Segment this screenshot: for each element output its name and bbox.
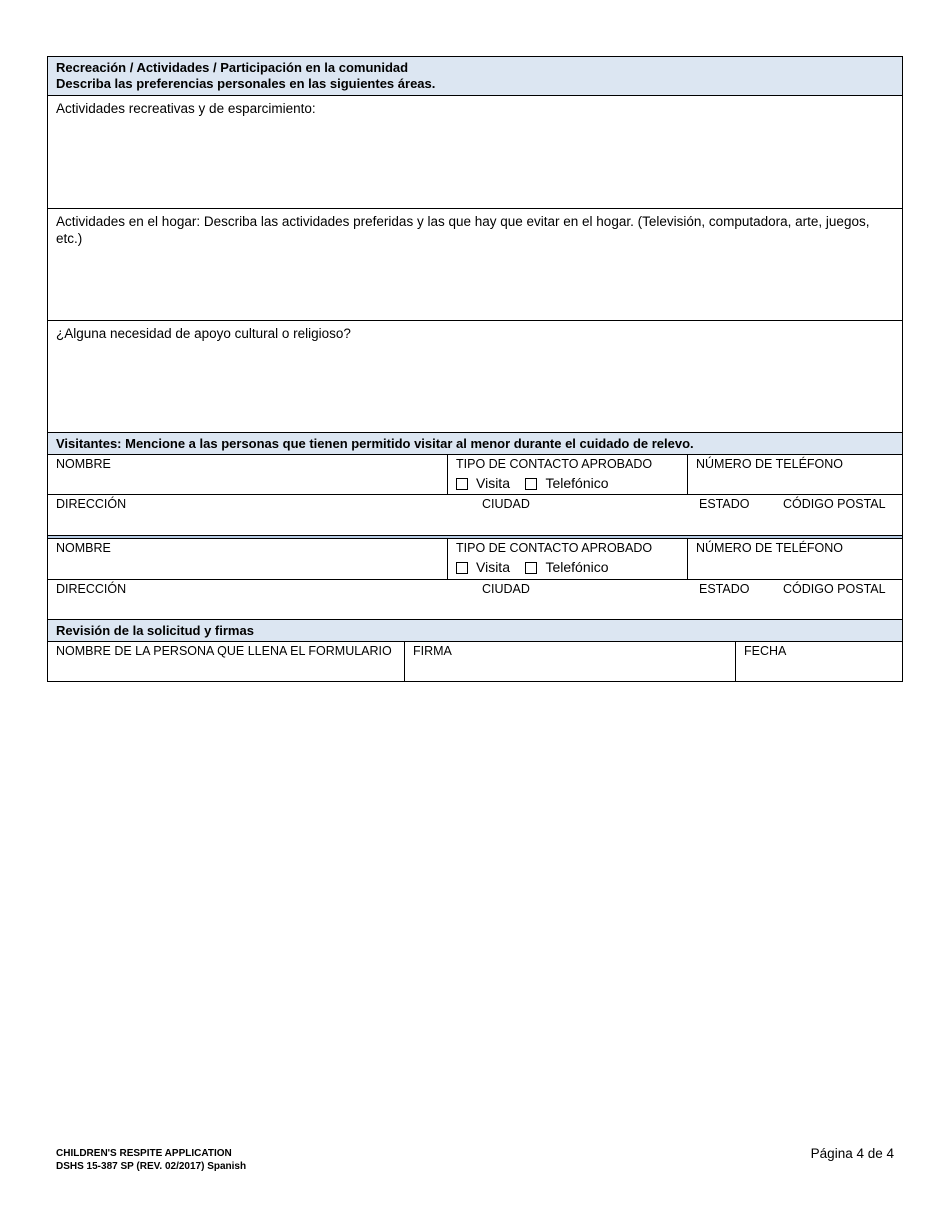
date-label: FECHA xyxy=(744,644,787,658)
footer-form-title: CHILDREN'S RESPITE APPLICATION xyxy=(56,1148,232,1159)
date-field[interactable] xyxy=(736,642,902,681)
home-activities-field[interactable] xyxy=(47,209,903,321)
application-form xyxy=(47,56,903,682)
visitor-1-zip-field[interactable] xyxy=(775,495,902,535)
visitor-2-city-field[interactable] xyxy=(474,580,691,619)
visitor-2-zip-label: CÓDIGO POSTAL xyxy=(783,582,886,596)
visitor-1-phone-field[interactable] xyxy=(688,455,902,494)
visitor-2-address-field[interactable] xyxy=(48,580,474,619)
signature-label: FIRMA xyxy=(413,644,452,658)
visitor-2-contact-label: TIPO DE CONTACTO APROBADO xyxy=(456,541,653,555)
visitor-2-name-field[interactable] xyxy=(48,539,448,579)
footer-form-info xyxy=(56,1147,246,1173)
recreational-activities-field[interactable] xyxy=(47,96,903,209)
visitor-2-phone-option-label: Telefónico xyxy=(545,559,609,575)
visitor-1-visit-checkbox[interactable] xyxy=(456,478,468,490)
visitor-2-visit-checkbox[interactable] xyxy=(456,562,468,574)
visitor-1-visit-label: Visita xyxy=(476,475,510,491)
visitor-2-state-label: ESTADO xyxy=(699,582,750,596)
visitors-title: Visitantes: Mencione a las personas que tienen permitido visitar al menor durante el cuidado de relevo. xyxy=(56,436,694,451)
visitor-2-address-label: DIRECCIÓN xyxy=(56,582,127,596)
visitors-header xyxy=(47,433,903,455)
visitor-1-phone-option-label: Telefónico xyxy=(545,475,609,491)
visitor-2-row-2 xyxy=(47,580,903,620)
page-number: Página 4 de 4 xyxy=(810,1146,894,1161)
review-row xyxy=(47,642,903,682)
recreation-title: Recreación / Actividades / Participación en la comunidad xyxy=(56,60,409,75)
visitor-1-contact-type xyxy=(448,455,688,494)
visitor-2-phone-label: NÚMERO DE TELÉFONO xyxy=(696,541,844,555)
visitor-1-state-field[interactable] xyxy=(691,495,775,535)
home-activities-label: Actividades en el hogar: Describa las actividades preferidas y las que hay que evitar en el hogar. (Televisión, computadora, arte, juegos, etc.) xyxy=(56,214,870,246)
recreation-header xyxy=(47,56,903,96)
visitor-1-phone-checkbox[interactable] xyxy=(525,478,537,490)
signature-field[interactable] xyxy=(405,642,736,681)
review-header xyxy=(47,620,903,642)
visitor-1-city-field[interactable] xyxy=(474,495,691,535)
visitor-1-name-label: NOMBRE xyxy=(56,457,111,471)
recreation-subtitle: Describa las preferencias personales en las siguientes áreas. xyxy=(56,76,436,91)
visitor-2-row-1 xyxy=(47,539,903,580)
person-name-label: NOMBRE DE LA PERSONA QUE LLENA EL FORMULARIO xyxy=(56,644,392,658)
visitor-1-zip-label: CÓDIGO POSTAL xyxy=(783,497,886,511)
visitor-1-name-field[interactable] xyxy=(48,455,448,494)
visitor-1-contact-label: TIPO DE CONTACTO APROBADO xyxy=(456,457,653,471)
footer-form-number: DSHS 15-387 SP (REV. 02/2017) Spanish xyxy=(56,1161,247,1172)
visitor-2-zip-field[interactable] xyxy=(775,580,902,619)
recreational-activities-label: Actividades recreativas y de esparcimiento: xyxy=(56,101,316,116)
visitor-2-name-label: NOMBRE xyxy=(56,541,111,555)
visitor-1-city-label: CIUDAD xyxy=(482,497,530,511)
visitor-2-state-field[interactable] xyxy=(691,580,775,619)
visitor-2-city-label: CIUDAD xyxy=(482,582,530,596)
visitor-2-phone-checkbox[interactable] xyxy=(525,562,537,574)
cultural-support-label: ¿Alguna necesidad de apoyo cultural o religioso? xyxy=(56,326,351,341)
person-name-field[interactable] xyxy=(48,642,405,681)
cultural-support-field[interactable] xyxy=(47,321,903,433)
visitor-1-row-2 xyxy=(47,495,903,535)
visitor-2-contact-type xyxy=(448,539,688,579)
visitor-1-address-field[interactable] xyxy=(48,495,474,535)
visitor-2-visit-label: Visita xyxy=(476,559,510,575)
visitor-1-state-label: ESTADO xyxy=(699,497,750,511)
visitor-2-phone-field[interactable] xyxy=(688,539,902,579)
visitor-1-row-1 xyxy=(47,455,903,495)
review-title: Revisión de la solicitud y firmas xyxy=(56,623,254,638)
visitor-1-phone-label: NÚMERO DE TELÉFONO xyxy=(696,457,844,471)
visitor-1-address-label: DIRECCIÓN xyxy=(56,497,127,511)
